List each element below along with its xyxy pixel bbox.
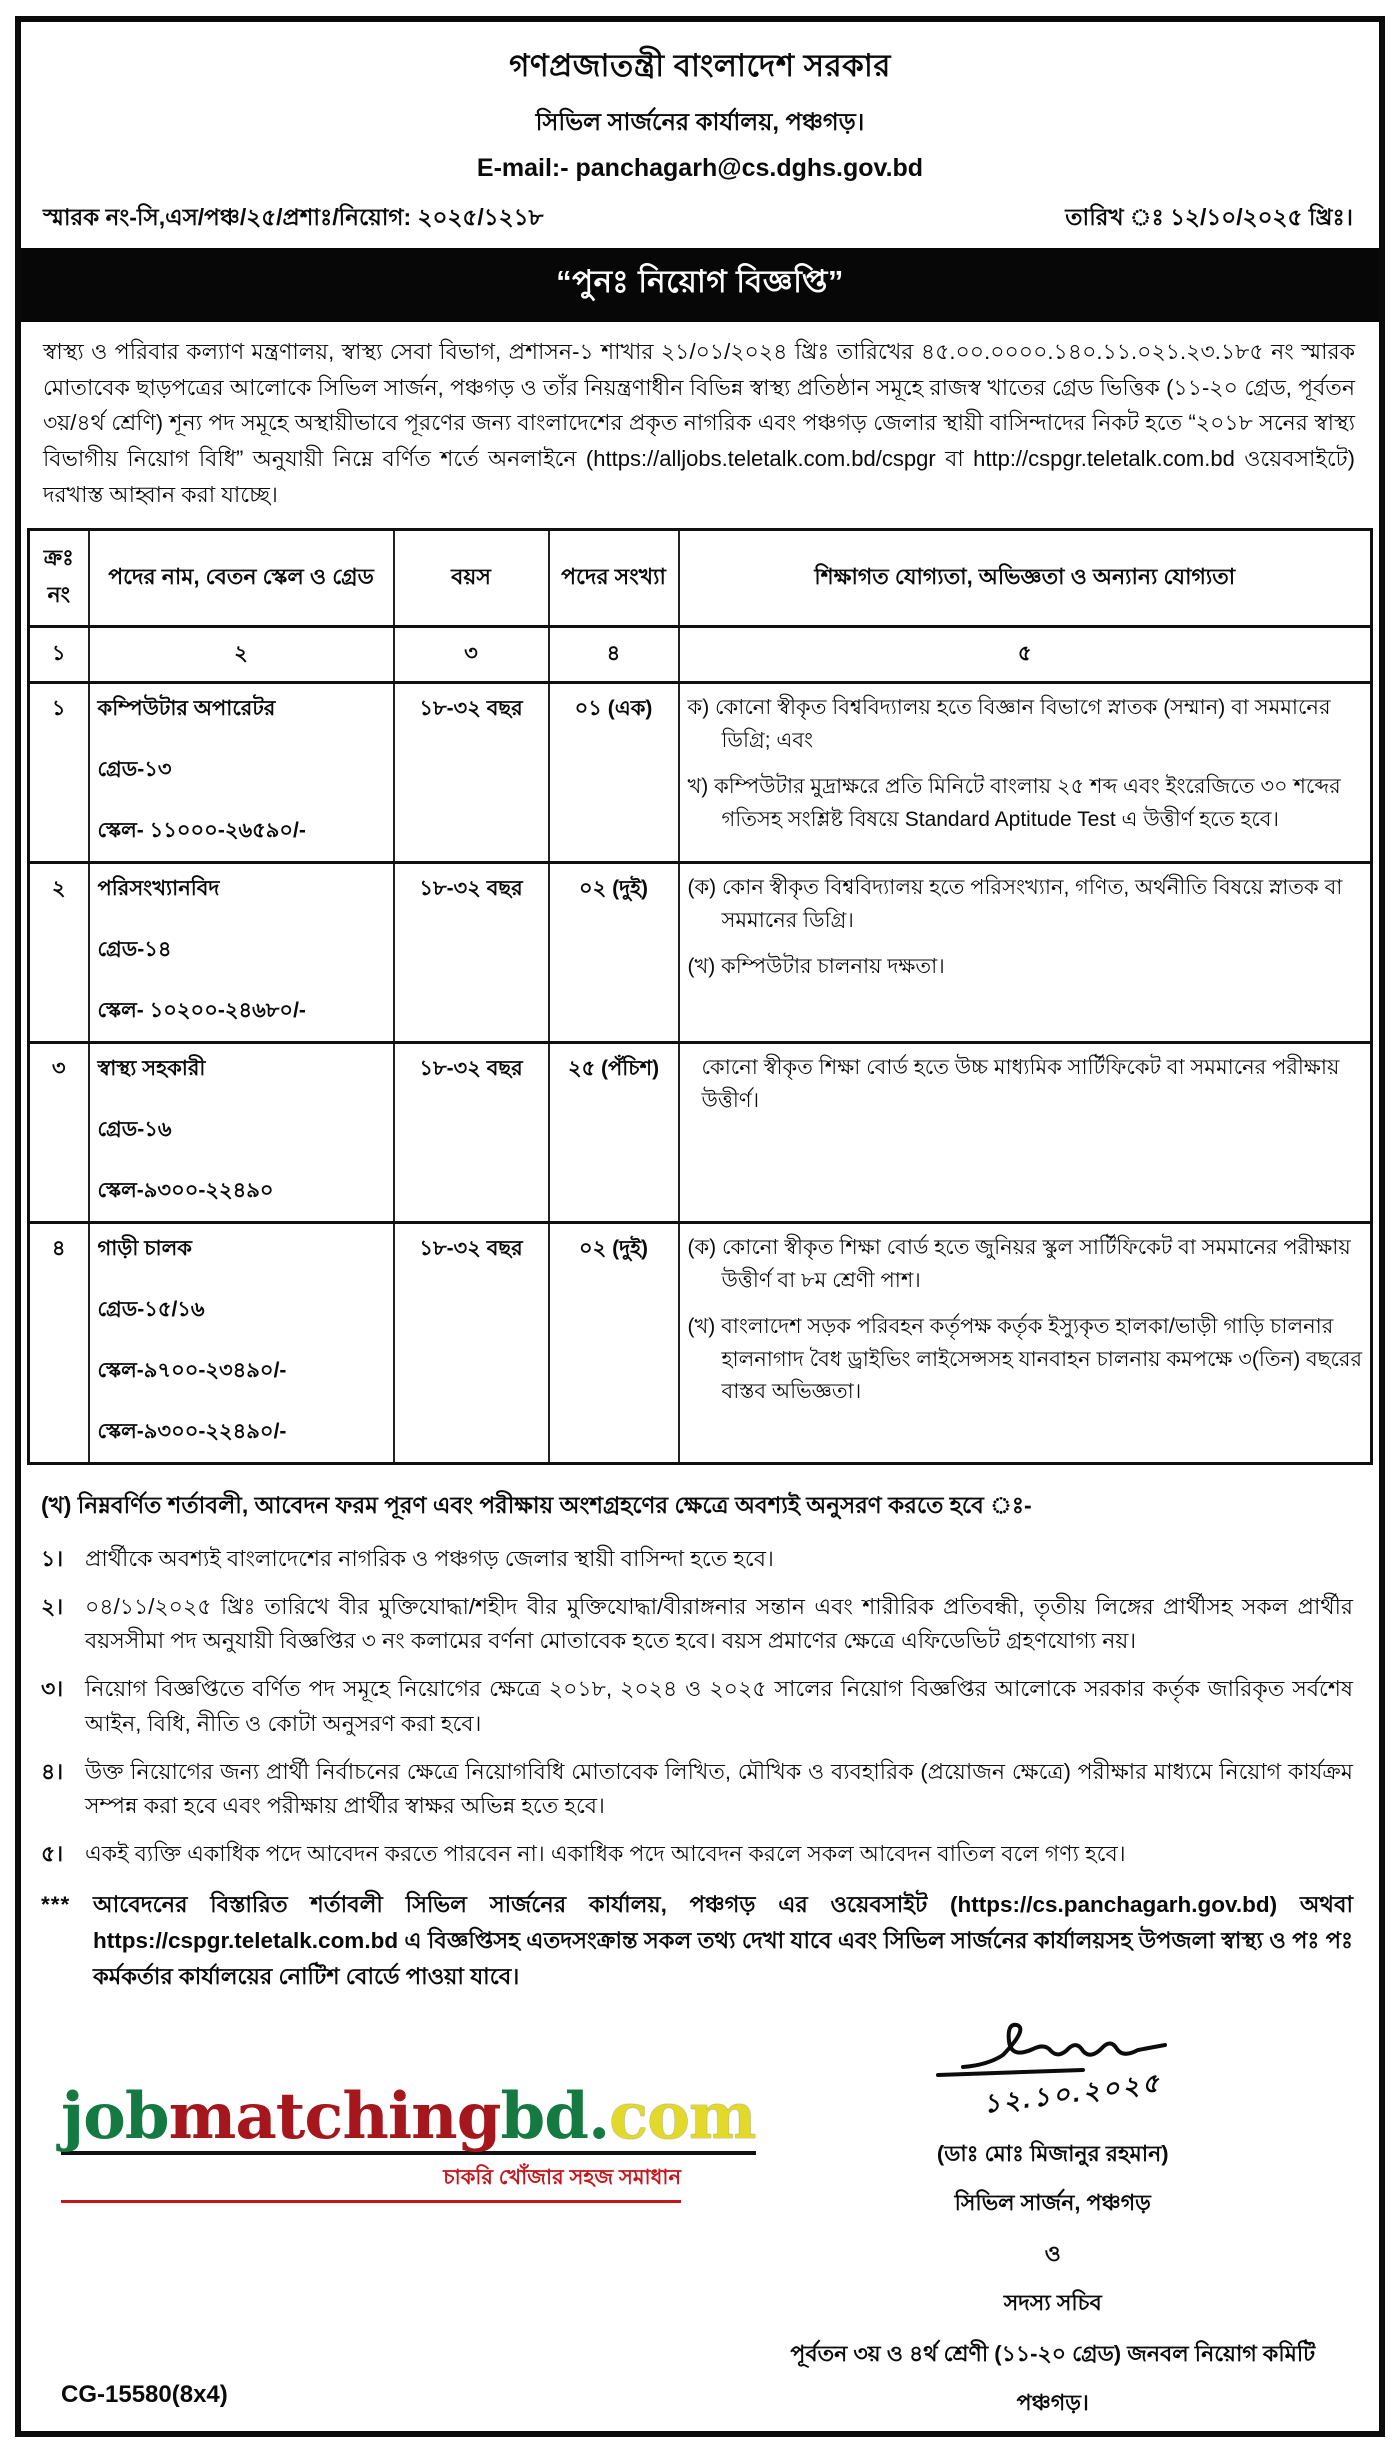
logo-tagline: চাকরি খোঁজার সহজ সমাধান (61, 2161, 681, 2203)
post-cell: স্বাস্থ্য সহকারী গ্রেড-১৬ স্কেল-৯৩০০-২২৪৯০ (89, 1043, 394, 1223)
col-header-post: পদের নাম, বেতন স্কেল ও গ্রেড (89, 530, 394, 627)
col-number: ২ (89, 627, 394, 683)
table-row-health-assistant (29, 1043, 1372, 1223)
column-number-row (29, 627, 1372, 683)
table-header-row (29, 530, 1372, 627)
table-row-computer-operator (29, 683, 1372, 863)
table-row-statistician (29, 863, 1372, 1043)
col-header-age: বয়স (394, 530, 549, 627)
table-row-driver (29, 1223, 1372, 1464)
serial-cell: ৪ (29, 1223, 89, 1464)
conditions-heading: (খ) নিম্নবর্ণিত শর্তাবলী, আবেদন ফরম পূরণ এবং পরীক্ষায় অংশগ্রহণের ক্ষেত্রে অবশ্যই অনুসরণ করতে হবে ঃ- (41, 1492, 1032, 1519)
serial-cell: ১ (29, 683, 89, 863)
col-number: ১ (29, 627, 89, 683)
intro-paragraph: স্বাস্থ্য ও পরিবার কল্যাণ মন্ত্রণালয়, স্বাস্থ্য সেবা বিভাগ, প্রশাসন-১ শাখার ২১/০১/২০২৪ খ্রিঃ তারিখের ৪৫.০০.০০০০.১৪০.১১.০২১.২৩.১৮৫ নং স্মারক মোতাবেক ছাড়পত্রের আলোকে সিভিল সার্জন, পঞ্চগড় ও তাঁর নিয়ন্ত্রণাধীন বিভিন্ন স্বাস্থ্য প্রতিষ্ঠান সমূহে রাজস্ব খাতের গ্রেড ভিত্তিক (১১-২০ গ্রেড, পূর্বতন ৩য়/৪র্থ শ্রেণি) শূন্য পদ সমূহে অস্থায়ীভাবে পূরণের জন্য বাংলাদেশের প্রকৃত নাগরিক এবং পঞ্চগড় জেলার স্থায়ী বাসিন্দাদের নিকট হতে “২০১৮ সনের স্বাস্থ্য বিভাগীয় নিয়োগ বিধি” অনুযায়ী নিম্নে বর্ণিত শর্তে অনলাইনে (https://alljobs.teletalk.com.bd/cspgr বা http://cspgr.teletalk.com.bd ওয়েবসাইটে) দরখাস্ত আহ্বান করা যাচ্ছে। (43, 339, 1355, 507)
vacancy-cell: ০২ (দুই) (549, 1223, 679, 1464)
serial-cell: ২ (29, 863, 89, 1043)
qualification-cell: (ক) কোন স্বীকৃত বিশ্ববিদ্যালয় হতে পরিসংখ্যান, গণিত, অর্থনীতি বিষয়ে স্নাতক বা সমমানের ডিগ্রি। (খ) কম্পিউটার চালনায় দক্ষতা। (679, 863, 1372, 1043)
signatory-designation-2: সদস্য সচিব (1003, 2289, 1102, 2315)
footer-left (61, 2015, 757, 2423)
age-cell: ১৮-৩২ বছর (394, 683, 549, 863)
condition-item-4: ৪। উক্ত নিয়োগের জন্য প্রার্থী নির্বাচনের ক্ষেত্রে নিয়োগবিধি মোতাবেক লিখিত, মৌখিক ও ব্যবহারিক (প্রয়োজন ক্ষেত্রে) পরীক্ষার মাধ্যমে নিয়োগ কার্যক্রম সম্পন্ন করা হবে এবং পরীক্ষায় প্রার্থীর স্বাক্ষর অভিন্ন হতে হবে। (41, 1758, 1353, 1818)
signatory-designation: সিভিল সার্জন, পঞ্চগড় (954, 2189, 1151, 2215)
condition-item-3: ৩। নিয়োগ বিজ্ঞপ্তিতে বর্ণিত পদ সমূহে নিয়োগের ক্ষেত্রে ২০১৮, ২০২৪ ও ২০২৫ সালের নিয়োগ বিজ্ঞপ্তির আলোকে সরকার কর্তৃক জারিকৃত সর্বশেষ আইন, বিধি, নীতি ও কোটা অনুসরণ করা হবে। (41, 1676, 1353, 1736)
government-title: গণপ্রজাতন্ত্রী বাংলাদেশ সরকার (509, 48, 891, 83)
office-email: E-mail:- panchagarh@cs.dghs.gov.bd (476, 154, 924, 182)
signatory-name: (ডাঃ মোঃ মিজানুর রহমান) (936, 2140, 1169, 2166)
signature-area (873, 2015, 1233, 2135)
signatory-conjunction: ও (1044, 2240, 1061, 2266)
memo-number: স্মারক নং-সি,এস/পঞ্চ/২৫/প্রশাঃ/নিয়োগ: ২০২৫/১২১৮ (43, 204, 544, 230)
committee-district: পঞ্চগড়। (1016, 2389, 1089, 2415)
vacancy-cell: ০২ (দুই) (549, 863, 679, 1043)
document-header (21, 22, 1379, 193)
document-border-frame (15, 16, 1385, 2437)
post-cell: পরিসংখ্যানবিদ গ্রেড-১৪ স্কেল- ১০২০০-২৪৬৮০/- (89, 863, 394, 1043)
qualification-cell: (ক) কোনো স্বীকৃত শিক্ষা বোর্ড হতে জুনিয়র স্কুল সার্টিফিকেট বা সমমানের পরীক্ষায় উত্তীর্ণ বা ৮ম শ্রেণী পাশ। (খ) বাংলাদেশ সড়ক পরিবহন কর্তৃপক্ষ কর্তৃক ইস্যুকৃত হালকা/ভাড়ী গাড়ি চালনার হালনাগাদ বৈধ ড্রাইভিং লাইসেন্সসহ যানবাহন চালনায় কমপক্ষে ৩(তিন) বছরের বাস্তব অভিজ্ঞতা। (679, 1223, 1372, 1464)
vacancy-table (27, 528, 1373, 1465)
qualification-cell: কোনো স্বীকৃত শিক্ষা বোর্ড হতে উচ্চ মাধ্যমিক সার্টিফিকেট বা সমমানের পরীক্ষায় উত্তীর্ণ। (679, 1043, 1372, 1223)
col-number: ৩ (394, 627, 549, 683)
jobmatchingbd-logo (61, 2078, 756, 2203)
signature-date: ১২.১০.২০২৫ (981, 2067, 1164, 2119)
col-header-qualification: শিক্ষাগত যোগ্যতা, অভিজ্ঞতা ও অন্যান্য যোগ্যতা (679, 530, 1372, 627)
col-header-serial: ক্রঃ নং (29, 530, 89, 627)
age-cell: ১৮-৩২ বছর (394, 1223, 549, 1464)
condition-item-1: ১। প্রার্থীকে অবশ্যই বাংলাদেশের নাগরিক ও পঞ্চগড় জেলার স্থায়ী বাসিন্দা হতে হবে। (41, 1546, 774, 1572)
signature-block (757, 2015, 1349, 2423)
age-cell: ১৮-৩২ বছর (394, 863, 549, 1043)
post-cell: কম্পিউটার অপারেটর গ্রেড-১৩ স্কেল- ১১০০০-২৬৫৯০/- (89, 683, 394, 863)
committee-name: পূর্বতন ৩য় ও ৪র্থ শ্রেণী (১১-২০ গ্রেড) জনবল নিয়োগ কমিটি (790, 2340, 1316, 2366)
office-name: সিভিল সার্জনের কার্যালয়, পঞ্চগড়। (535, 109, 865, 136)
col-header-vacancy: পদের সংখ্যা (549, 530, 679, 627)
age-cell: ১৮-৩২ বছর (394, 1043, 549, 1223)
post-cell: গাড়ী চালক গ্রেড-১৫/১৬ স্কেল-৯৭০০-২৩৪৯০/- স্কেল-৯৩০০-২২৪৯০/- (89, 1223, 394, 1464)
condition-item-2: ২। ০৪/১১/২০২৫ খ্রিঃ তারিখে বীর মুক্তিযোদ্ধা/শহীদ বীর মুক্তিযোদ্ধা/বীরাঙ্গনার সন্তান এবং শারীরিক প্রতিবন্ধী, তৃতীয় লিঙ্গের প্রার্থীসহ সকল প্রার্থীর বয়সসীমা পদ অনুযায়ী বিজ্ঞপ্তির ৩ নং কলামের বর্ণনা মোতাবেক হতে হবে। বয়স প্রমাণের ক্ষেত্রে এফিডেভিট গ্রহণযোগ্য নয়। (41, 1594, 1353, 1654)
issue-date: তারিখ ঃ ১২/১০/২০২৫ খ্রিঃ। (1065, 204, 1353, 230)
notice-title-banner: “পুনঃ নিয়োগ বিজ্ঞপ্তি” (21, 248, 1379, 322)
print-code: CG-15580(8x4) (61, 2380, 228, 2408)
condition-item-5: ৫। একই ব্যক্তি একাধিক পদে আবেদন করতে পারবেন না। একাধিক পদে আবেদন করলে সকল আবেদন বাতিল বলে গণ্য হবে। (41, 1840, 1126, 1866)
website-note: *** আবেদনের বিস্তারিত শর্তাবলী সিভিল সার্জনের কার্যালয়, পঞ্চগড় এর ওয়েবসাইট (https://cs.panchagarh.gov.bd) অথবা https://cspgr.teletalk.com.bd এ বিজ্ঞপ্তিসহ এতদসংক্রান্ত সকল তথ্য দেখা যাবে এবং সিভিল সার্জনের কার্যালয়সহ উপজলা স্বাস্থ্য ও পঃ পঃ কর্মকর্তার কার্যালয়ের নোটিশ বোর্ডে পাওয়া যাবে। (41, 1891, 1353, 1989)
qualification-cell: ক) কোনো স্বীকৃত বিশ্ববিদ্যালয় হতে বিজ্ঞান বিভাগে স্নাতক (সম্মান) বা সমমানের ডিগ্রি; এবং খ) কম্পিউটার মুদ্রাক্ষরে প্রতি মিনিটে বাংলায় ২৫ শব্দ এবং ইংরেজিতে ৩০ শব্দের গতিসহ সংশ্লিষ্ট বিষয়ে Standard Aptitude Test এ উত্তীর্ণ হতে হবে। (679, 683, 1372, 863)
memo-date-row (21, 193, 1379, 248)
vacancy-cell: ২৫ (পঁচিশ) (549, 1043, 679, 1223)
conditions-section (21, 1465, 1379, 2005)
vacancy-cell: ০১ (এক) (549, 683, 679, 863)
col-number: ৫ (679, 627, 1372, 683)
serial-cell: ৩ (29, 1043, 89, 1223)
document-footer (21, 2005, 1379, 2431)
col-number: ৪ (549, 627, 679, 683)
logo-wordmark: jobmatchingbd.com (61, 2078, 756, 2154)
